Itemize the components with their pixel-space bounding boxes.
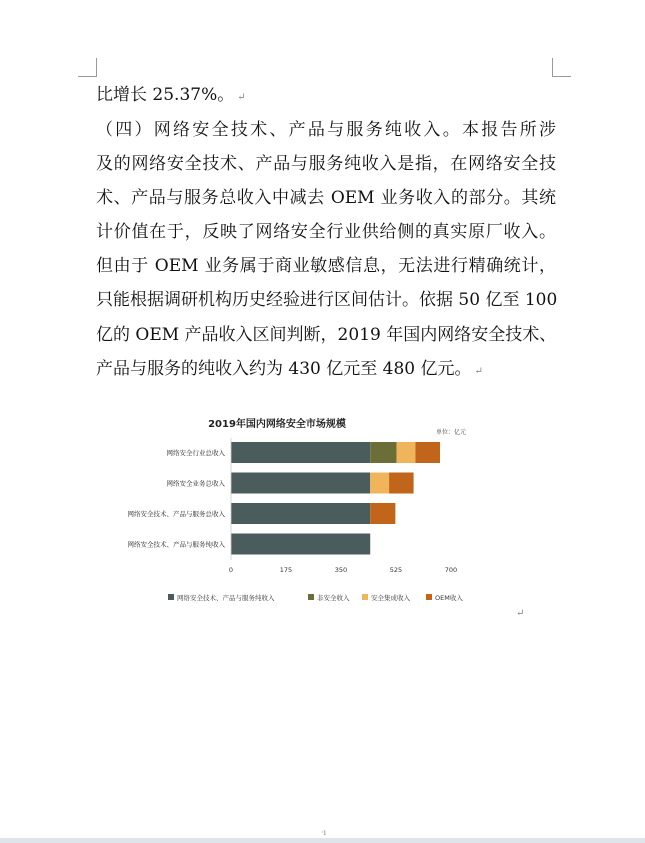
bar-segment <box>231 442 370 463</box>
window-bottom-bar <box>0 838 645 843</box>
text-line-2: （四）网络安全技术、产品与服务纯收入。本报告所涉 <box>96 120 556 140</box>
page-footer-mark: ·ı <box>321 828 327 837</box>
text-line-5: 计价值在于，反映了网络安全行业供给侧的真实原厂收入。 <box>96 222 556 242</box>
chart-unit-note: 单位：亿元 <box>435 429 466 436</box>
text-line-8: 亿的 OEM 产品收入区间判断，2019 年国内网络安全技术、 <box>96 325 557 345</box>
bar-segment <box>231 503 370 524</box>
return-mark-icon: ↵ <box>237 92 246 103</box>
category-label: 网络安全技术、产品与服务纯收入 <box>127 540 225 549</box>
legend-swatch <box>362 594 368 600</box>
margin-corner-top-left <box>78 58 97 77</box>
legend-swatch <box>426 594 432 600</box>
bar-segment <box>389 473 414 494</box>
text-line-9: 产品与服务的纯收入约为 430 亿元至 480 亿元。 ↵ <box>96 359 483 379</box>
text-line-3: 及的网络安全技术、产品与服务纯收入是指，在网络安全技 <box>96 154 556 174</box>
market-size-chart <box>100 405 500 605</box>
category-label: 网络安全行业总收入 <box>166 449 225 457</box>
text-line-6: 但由于 OEM 业务属于商业敏感信息，无法进行精确统计， <box>96 256 556 276</box>
bar-segment <box>370 442 396 463</box>
chart-title: 2019年国内网络安全市场规模 <box>208 419 346 430</box>
category-label: 网络安全业务总收入 <box>166 479 225 488</box>
legend-label: OEM收入 <box>435 594 463 602</box>
text-line-4: 术、产品与服务总收入中减去 OEM 业务收入的部分。其统 <box>96 188 556 208</box>
bar-segment <box>370 503 395 524</box>
bar-segment <box>415 442 440 463</box>
legend-swatch <box>168 594 174 600</box>
category-label: 网络安全技术、产品与服务总收入 <box>127 510 225 518</box>
return-mark-icon: ↵ <box>474 366 483 377</box>
x-tick-label: 700 <box>444 566 458 574</box>
bar-segment <box>231 473 370 494</box>
legend-label: 安全集成收入 <box>371 594 410 602</box>
legend-swatch <box>308 594 314 600</box>
return-mark-icon: ↵ <box>516 608 525 619</box>
legend-label: 网络安全技术、产品与服务纯收入 <box>177 594 275 602</box>
legend-label: 非安全收入 <box>317 594 350 602</box>
margin-corner-top-right <box>552 58 571 77</box>
text-line-7: 只能根据调研机构历史经验进行区间估计。依据 50 亿至 100 <box>96 290 558 310</box>
text-line-1: 比增长 25.37%。 ↵ <box>96 85 246 105</box>
x-tick-label: 0 <box>228 566 234 574</box>
x-tick-label: 175 <box>279 566 293 574</box>
x-tick-label: 525 <box>389 566 403 574</box>
bar-segment <box>370 473 389 494</box>
bar-segment <box>231 534 370 555</box>
x-tick-label: 350 <box>334 566 348 574</box>
bar-segment <box>397 442 416 463</box>
